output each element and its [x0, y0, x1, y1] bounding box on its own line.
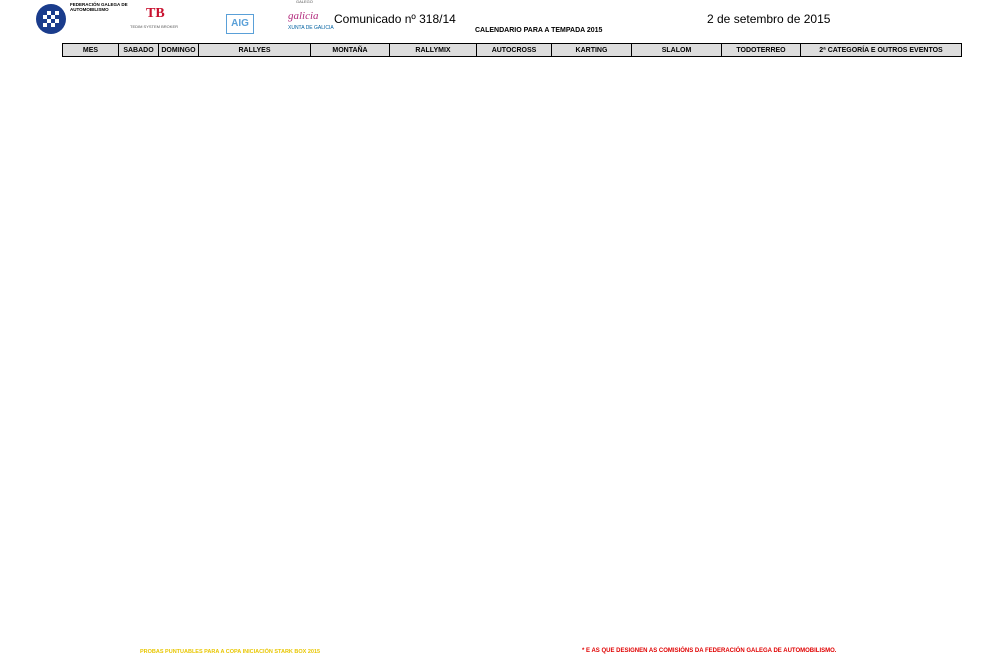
communique-number: Comunicado nº 318/14: [334, 12, 456, 26]
col-domingo: DOMINGO: [159, 44, 199, 57]
col-montana: MONTAÑA: [311, 44, 390, 57]
fga-crest-icon: [34, 2, 68, 36]
col-karting: KARTING: [552, 44, 632, 57]
tb-text: TEDIM SYSTEM BROKER: [130, 24, 179, 29]
footer-left: PROBAS PUNTUABLES PARA A COPA INICIACIÓN STARK BOX 2015: [140, 649, 321, 655]
aig-logo: AIG: [226, 14, 254, 34]
calendar-table: [62, 43, 962, 57]
footer-right: * E AS QUE DESIGNEN AS COMISIÓNS DA FEDERACIÓN GALEGA DE AUTOMOBILISMO.: [582, 648, 837, 654]
col-sabado: SABADO: [119, 44, 159, 57]
header-row: [63, 44, 962, 57]
gal-word: galicia: [288, 10, 319, 22]
fga-name: FEDERACIÓN GALEGA DE AUTOMOBILISMO: [70, 2, 128, 12]
col-mes: MES: [63, 44, 119, 57]
col-rallymix: RALLYMIX: [390, 44, 477, 57]
calendar-title: CALENDARIO PARA A TEMPADA 2015: [475, 27, 603, 34]
gal-top: GALEGO: [296, 0, 313, 4]
col-autocross: AUTOCROSS: [477, 44, 552, 57]
col-todoterreo: TODOTERREO: [722, 44, 801, 57]
col-outros: 2ª CATEGORÍA E OUTROS EVENTOS: [801, 44, 962, 57]
tb-mark: TB: [146, 6, 165, 21]
gal-xunta: XUNTA DE GALICIA: [288, 25, 334, 31]
communique-date: 2 de setembro de 2015: [707, 12, 831, 26]
col-slalom: SLALOM: [632, 44, 722, 57]
page-header: [0, 0, 999, 42]
col-rallyes: RALLYES: [199, 44, 311, 57]
tb-logo: [130, 6, 220, 36]
